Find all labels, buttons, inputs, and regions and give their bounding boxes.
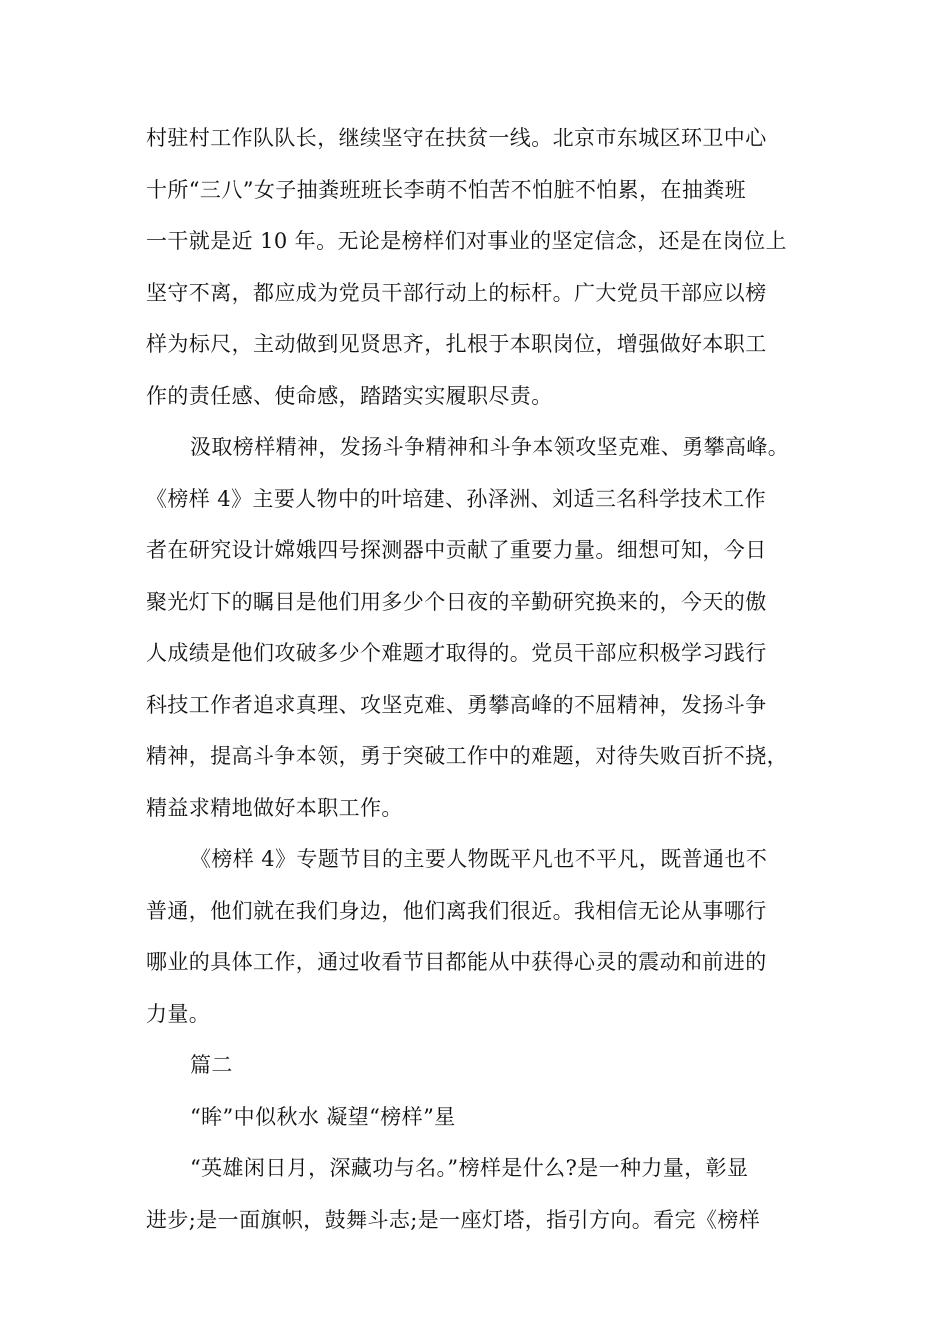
- text-line: 进步;是一面旗帜，鼓舞斗志;是一座灯塔，指引方向。看完《榜样: [146, 1207, 761, 1232]
- text-line: 精益求精地做好本职工作。: [146, 795, 403, 820]
- text-line: 样为标尺，主动做到见贤思齐，扎根于本职岗位，增强做好本职工: [146, 332, 767, 356]
- text-line: 作的责任感、使命感，踏踏实实履职尽责。: [146, 383, 553, 408]
- paragraph-first-line: 汲取榜样精神，发扬斗争精神和斗争本领攻坚克难、勇攀高峰。: [190, 435, 790, 459]
- section-heading: 篇二: [190, 1053, 233, 1077]
- text-line: 精神，提高斗争本领，勇于突破工作中的难题，对待失败百折不挠，: [146, 744, 788, 768]
- paragraph-first-line: 《榜样 4》专题节目的主要人物既平凡也不平凡，既普通也不: [190, 847, 768, 871]
- article-title: “眸”中似秋水 凝望“榜样”星: [190, 1104, 456, 1129]
- text-line: 聚光灯下的瞩目是他们用多少个日夜的辛勤研究换来的，今天的傲: [146, 589, 767, 614]
- text-line: 人成绩是他们攻破多少个难题才取得的。党员干部应积极学习践行: [146, 641, 767, 665]
- text-line: 科技工作者追求真理、攻坚克难、勇攀高峰的不屈精神，发扬斗争: [146, 692, 767, 717]
- text-line: 者在研究设计嫦娥四号探测器中贡献了重要力量。细想可知，今日: [146, 538, 767, 562]
- text-line: 村驻村工作队队长，继续坚守在扶贫一线。北京市东城区环卫中心: [146, 126, 767, 150]
- text-line: 坚守不离，都应成为党员干部行动上的标杆。广大党员干部应以榜: [146, 280, 767, 305]
- text-line: 《榜样 4》主要人物中的叶培建、孙泽洲、刘适三名科学技术工作: [146, 486, 767, 511]
- document-page: [146, 113, 826, 1246]
- text-line: 一干就是近 10 年。无论是榜样们对事业的坚定信念，还是在岗位上: [146, 229, 787, 253]
- text-line: 十所“三八”女子抽粪班班长李萌不怕苦不怕脏不怕累，在抽粪班: [146, 177, 747, 202]
- text-line: 力量。: [146, 1001, 211, 1026]
- text-line: 哪业的具体工作，通过收看节目都能从中获得心灵的震动和前进的: [146, 950, 767, 974]
- paragraph-first-line: “英雄闲日月，深藏功与名。”榜样是什么?是一种力量，彰显: [190, 1156, 749, 1180]
- text-line: 普通，他们就在我们身边，他们离我们很近。我相信无论从事哪行: [146, 898, 767, 923]
